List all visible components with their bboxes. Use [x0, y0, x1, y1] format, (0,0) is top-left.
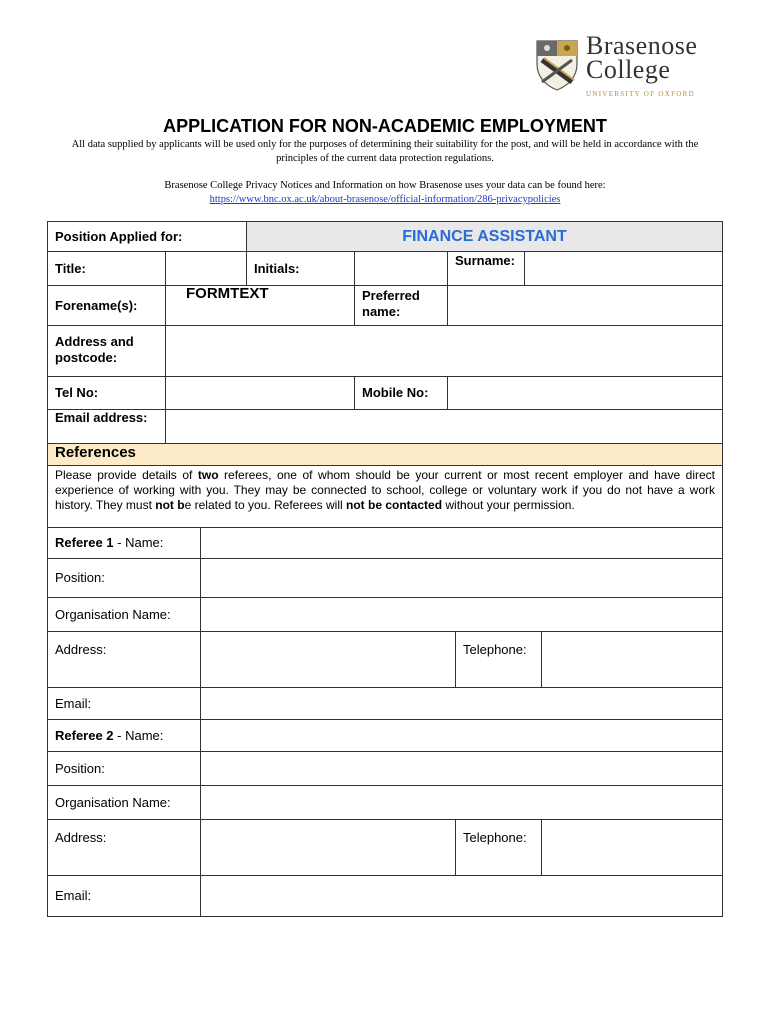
referee2-address-field[interactable] [201, 820, 456, 876]
privacy-notice [50, 179, 720, 207]
title-field[interactable] [166, 252, 247, 286]
referee1-address-label: Address: [48, 632, 201, 688]
referee2-telephone-label: Telephone: [456, 820, 542, 876]
referee2-position-field[interactable] [201, 752, 722, 786]
referee2-organisation-field[interactable] [201, 786, 722, 820]
initials-label: Initials: [247, 252, 355, 286]
position-value[interactable]: FINANCE ASSISTANT [247, 222, 722, 252]
position-label: Position Applied for: [48, 222, 247, 252]
privacy-text: Brasenose College Privacy Notices and Information on how Brasenose uses your data can be found here: [164, 180, 606, 191]
page-title: APPLICATION FOR NON-ACADEMIC EMPLOYMENT [163, 116, 607, 136]
email-label: Email address: [48, 410, 166, 444]
referee1-position-label: Position: [48, 559, 201, 598]
referee2-name-field[interactable] [201, 720, 722, 752]
intro-text: All data supplied by applicants will be used only for the purposes of determining their suitability for the post, and will be held in accordance with the principles of the current data protection regulations. [71, 139, 699, 164]
initials-field[interactable] [355, 252, 448, 286]
referee1-address-field[interactable] [201, 632, 456, 688]
logo-line-2: College [586, 55, 671, 84]
mobile-field[interactable] [448, 377, 722, 410]
tel-field[interactable] [166, 377, 355, 410]
referee2-email-label: Email: [48, 876, 201, 916]
referee1-organisation-field[interactable] [201, 598, 722, 632]
preferred-name-label: Preferred name: [355, 286, 448, 326]
referee1-organisation-label: Organisation Name: [48, 598, 201, 632]
forename-field[interactable]: FORMTEXT [166, 286, 355, 326]
referee1-telephone-label: Telephone: [456, 632, 542, 688]
surname-field[interactable] [525, 252, 722, 286]
logo-line-1: Brasenose [586, 31, 698, 60]
address-label: Address and postcode: [48, 326, 166, 377]
referee1-telephone-field[interactable] [542, 632, 722, 688]
referee1-email-label: Email: [48, 688, 201, 720]
references-heading: References [48, 444, 722, 466]
referee2-position-label: Position: [48, 752, 201, 786]
referee1-email-field[interactable] [201, 688, 722, 720]
referee2-telephone-field[interactable] [542, 820, 722, 876]
logo-line-3: UNIVERSITY OF OXFORD [586, 90, 695, 98]
title-label: Title: [48, 252, 166, 286]
referee1-name-label: Referee 1 - Name: [48, 528, 201, 559]
college-logo [530, 31, 720, 98]
referee2-name-label: Referee 2 - Name: [48, 720, 201, 752]
application-form [47, 221, 723, 917]
referee2-organisation-label: Organisation Name: [48, 786, 201, 820]
college-crest-icon [534, 38, 580, 92]
surname-label: Surname: [448, 252, 525, 286]
referee1-position-field[interactable] [201, 559, 722, 598]
privacy-link[interactable]: https://www.bnc.ox.ac.uk/about-brasenose/official-information/286-privacypolicies [209, 194, 561, 205]
references-instructions: Please provide details of two referees, one of whom should be your current or most recent employer and have direct experience of working with you. They may be connected to school, college or voluntary work if you do not have a work history. They must not be related to you. Referees will not be contacted without your permission. [48, 466, 722, 528]
email-field[interactable] [166, 410, 722, 444]
preferred-name-field[interactable] [448, 286, 722, 326]
referee1-name-field[interactable] [201, 528, 722, 559]
mobile-label: Mobile No: [355, 377, 448, 410]
forename-label: Forename(s): [48, 286, 166, 326]
referee2-email-field[interactable] [201, 876, 722, 916]
tel-label: Tel No: [48, 377, 166, 410]
referee2-address-label: Address: [48, 820, 201, 876]
address-field[interactable] [166, 326, 722, 377]
